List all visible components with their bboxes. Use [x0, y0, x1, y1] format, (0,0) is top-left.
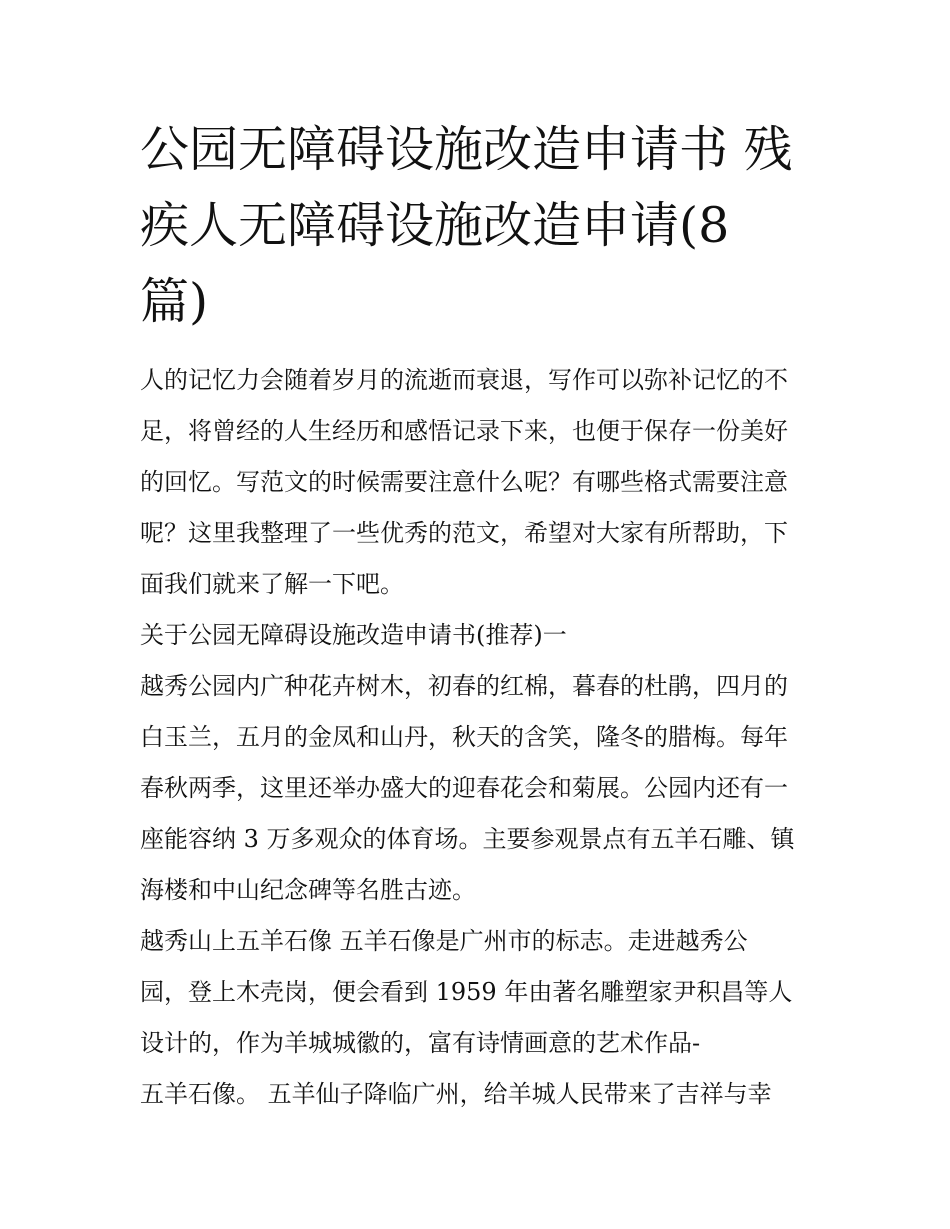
body-line: 足，将曾经的人生经历和感悟记录下来，也便于保存一份美好: [140, 417, 788, 445]
body-line: 呢？这里我整理了一些优秀的范文，希望对大家有所帮助，下: [140, 519, 788, 547]
body-line: 人的记忆力会随着岁月的流逝而衰退，写作可以弥补记忆的不: [140, 366, 788, 394]
body-line: 越秀公园内广种花卉树木，初春的红棉，暮春的杜鹃，四月的: [140, 672, 788, 700]
body-line: 春秋两季，这里还举办盛大的迎春花会和菊展。公园内还有一: [140, 774, 788, 802]
body-line: 海楼和中山纪念碑等名胜古迹。: [140, 876, 476, 904]
document-title: [140, 112, 820, 340]
body-line: 白玉兰，五月的金凤和山丹，秋天的含笑，隆冬的腊梅。每年: [140, 723, 788, 751]
section-heading: 关于公园无障碍设施改造申请书(推荐)一: [140, 621, 567, 649]
body-line: 面我们就来了解一下吧。: [140, 570, 404, 598]
body-line: 越秀山上五羊石像 五羊石像是广州市的标志。走进越秀公: [140, 927, 748, 955]
title-line: 疾人无障碍设施改造申请(8: [140, 197, 730, 254]
title-line: 公园无障碍设施改造申请书 残: [140, 121, 793, 178]
body-line: 五羊石像。 五羊仙子降临广州，给羊城人民带来了吉祥与幸: [140, 1080, 772, 1108]
body-line: 的回忆。写范文的时候需要注意什么呢？有哪些格式需要注意: [140, 468, 788, 496]
title-line: 篇): [140, 273, 209, 330]
body-line: 座能容纳 3 万多观众的体育场。主要参观景点有五羊石雕、镇: [140, 825, 795, 853]
body-line: 园，登上木壳岗，便会看到 1959 年由著名雕塑家尹积昌等人: [140, 978, 793, 1006]
body-line: 设计的，作为羊城城徽的，富有诗情画意的艺术作品-: [140, 1029, 701, 1057]
